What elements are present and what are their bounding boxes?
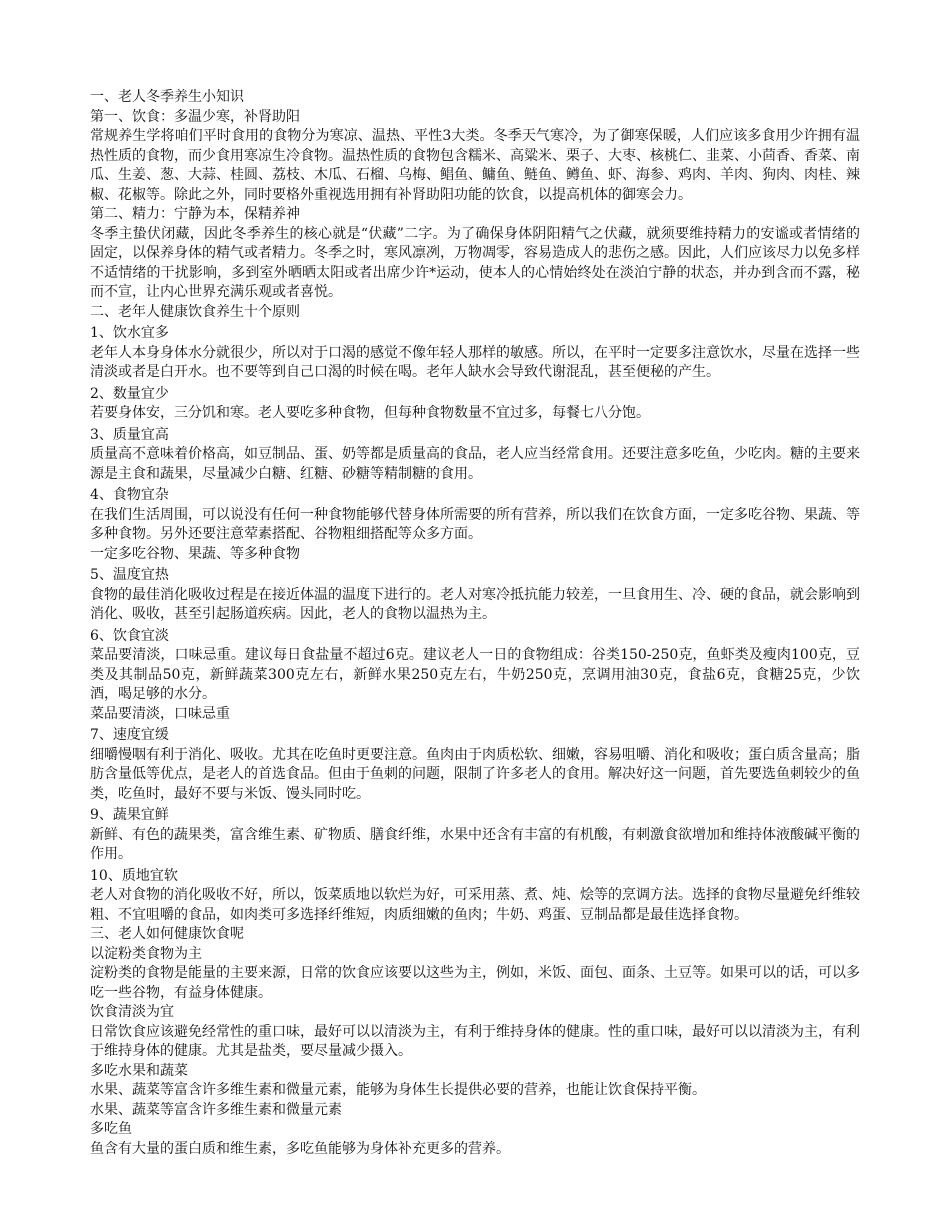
section-2-title: 二、老年人健康饮食养生十个原则 — [90, 303, 300, 320]
section-1-heading-diet: 第一、饮食：多温少寒，补肾助阳 — [90, 108, 300, 125]
principle-9-paragraph: 新鲜、有色的蔬果类，富含维生素、矿物质、膳食纤维，水果中还含有丰富的有机酸，有刺激食欲增加和维持体液酸碱平衡的作用。 — [90, 826, 860, 862]
tip-fruit-veg-heading: 多吃水果和蔬菜 — [90, 1062, 188, 1079]
section-1-paragraph-diet: 常规养生学将咱们平时食用的食物分为寒凉、温热、平性3大类。冬季天气寒冷，为了御寒保暖，人们应该多食用少许拥有温热性质的食物，而少食用寒凉生冷食物。温热性质的食物包含糯米、高粱米、栗子、大枣、核桃仁、韭菜、小茴香、香菜、南瓜、生姜、葱、大蒜、桂圆、荔枝、木瓜、石榴、乌梅、鲳鱼、鳙鱼、鲢鱼、鳟鱼、虾、海参、鸡肉、羊肉、狗肉、肉桂、辣椒、花椒等。除此之外，同时要格外重视选用拥有补肾助阳功能的饮食，以提高机体的御寒会力。 — [90, 128, 860, 203]
principle-1-paragraph: 老年人本身身体水分就很少，所以对于口渴的感觉不像年轻人那样的敏感。所以，在平时一定要多注意饮水，尽量在选择一些清淡或者是白开水。也不要等到自己口渴的时候在喝。老年人缺水会导致代谢混乱，甚至便秘的产生。 — [90, 344, 860, 380]
document-page — [90, 88, 860, 1159]
tip-light-diet-paragraph: 日常饮食应该避免经常性的重口味，最好可以以清淡为主，有利于维持身体的健康。性的重口味，最好可以以清淡为主，有利于维持身体的健康。尤其是盐类，要尽量减少摄入。 — [90, 1023, 860, 1059]
section-1-heading-spirit: 第二、精力：宁静为本，保精养神 — [90, 206, 300, 222]
tip-fruit-veg-summary: 水果、蔬菜等富含许多维生素和微量元素 — [90, 1101, 342, 1118]
section-1-title: 一、老人冬季养生小知识 — [90, 89, 244, 105]
principle-6-summary: 菜品要清淡，口味忌重 — [90, 705, 230, 722]
principle-5-heading: 5、温度宜热 — [90, 567, 169, 583]
principle-9-heading: 9、蔬果宜鲜 — [90, 807, 169, 823]
principle-7-heading: 7、速度宜缓 — [90, 727, 169, 743]
principle-4-summary: 一定多吃谷物、果蔬、等多种食物 — [90, 545, 300, 562]
principle-3-paragraph: 质量高不意味着价格高，如豆制品、蛋、奶等都是质量高的食品，老人应当经常食用。还要注意多吃鱼，少吃肉。糖的主要来源是主食和蔬果，尽量减少白糖、红糖、砂糖等精制糖的食用。 — [90, 446, 860, 482]
principle-4-paragraph: 在我们生活周围，可以说没有任何一种食物能够代替身体所需要的所有营养，所以我们在饮食方面，一定多吃谷物、果蔬、等多种食物。另外还要注意荤素搭配、谷物粗细搭配等众多方面。 — [90, 506, 860, 542]
tip-fish-heading: 多吃鱼 — [90, 1121, 132, 1137]
tip-fruit-veg-paragraph: 水果、蔬菜等富含许多维生素和微量元素，能够为身体生长提供必要的营养，也能让饮食保持平衡。 — [90, 1082, 706, 1098]
principle-10-paragraph: 老人对食物的消化吸收不好，所以，饭菜质地以软烂为好，可采用蒸、煮、炖、烩等的烹调方法。选择的食物尽量避免纤维较粗、不宜咀嚼的食品，如肉类可多选择纤维短，肉质细嫩的鱼肉；牛奶、鸡蛋、豆制品都是最佳选择食物。 — [90, 887, 860, 923]
principle-7-paragraph: 细嚼慢咽有利于消化、吸收。尤其在吃鱼时更要注意。鱼肉由于肉质松软、细嫩，容易咀嚼、消化和吸收；蛋白质含量高；脂肪含量低等优点，是老人的首选食品。但由于鱼刺的问题，限制了许多老人的食用。解决好这一问题，首先要选鱼刺较少的鱼类，吃鱼时，最好不要与米饭、馒头同时吃。 — [90, 746, 860, 802]
principle-3-heading: 3、质量宜高 — [90, 426, 169, 443]
principle-2-paragraph: 若要身体安，三分饥和寒。老人要吃多种食物，但每种食物数量不宜过多，每餐七八分饱。 — [90, 405, 650, 421]
principle-1-heading: 1、饮水宜多 — [90, 325, 169, 341]
principle-5-paragraph: 食物的最佳消化吸收过程是在接近体温的温度下进行的。老人对寒冷抵抗能力较差，一旦食用生、冷、硬的食品，就会影响到消化、吸收，甚至引起肠道疾病。因此，老人的食物以温热为主。 — [90, 586, 860, 622]
principle-6-paragraph: 菜品要清淡，口味忌重。建议每日食盐量不超过6克。建议老人一日的食物组成：谷类150-250克，鱼虾类及瘦肉100克，豆类及其制品50克，新鲜蔬菜300克左右，新鲜水果250克左右，牛奶250克，烹调用油30克，食盐6克，食糖25克，少饮酒，喝足够的水分。 — [90, 647, 860, 702]
tip-starch-heading: 以淀粉类食物为主 — [90, 945, 202, 962]
tip-fish-paragraph: 鱼含有大量的蛋白质和维生素，多吃鱼能够为身体补充更多的营养。 — [90, 1140, 510, 1157]
tip-light-diet-heading: 饮食清淡为宜 — [90, 1004, 174, 1020]
principle-2-heading: 2、数量宜少 — [90, 385, 169, 402]
section-1-paragraph-spirit: 冬季主蛰伏闭藏，因此冬季养生的核心就是“伏藏”二字。为了确保身体阴阳精气之伏藏，就须要维持精力的安谧或者情绪的固定，以保养身体的精气或者精力。冬季之时，寒风凛冽，万物凋零，容易造成人的悲伤之感。因此，人们应该尽力以免多样不适情绪的干扰影响，多到室外晒晒太阳或者出席少许*运动，使本人的心情始终处在淡泊宁静的状态，并办到含而不露，秘而不宣，让内心世界充满乐观或者喜悦。 — [90, 225, 860, 300]
principle-4-heading: 4、食物宜杂 — [90, 487, 169, 503]
section-3-title: 三、老人如何健康饮食呢 — [90, 926, 244, 942]
tip-starch-paragraph: 淀粉类的食物是能量的主要来源，日常的饮食应该要以这些为主，例如，米饭、面包、面条、土豆等。如果可以的话，可以多吃一些谷物，有益身体健康。 — [90, 965, 860, 1001]
principle-6-heading: 6、饮食宜淡 — [90, 627, 169, 644]
principle-10-heading: 10、质地宜软 — [90, 867, 178, 884]
